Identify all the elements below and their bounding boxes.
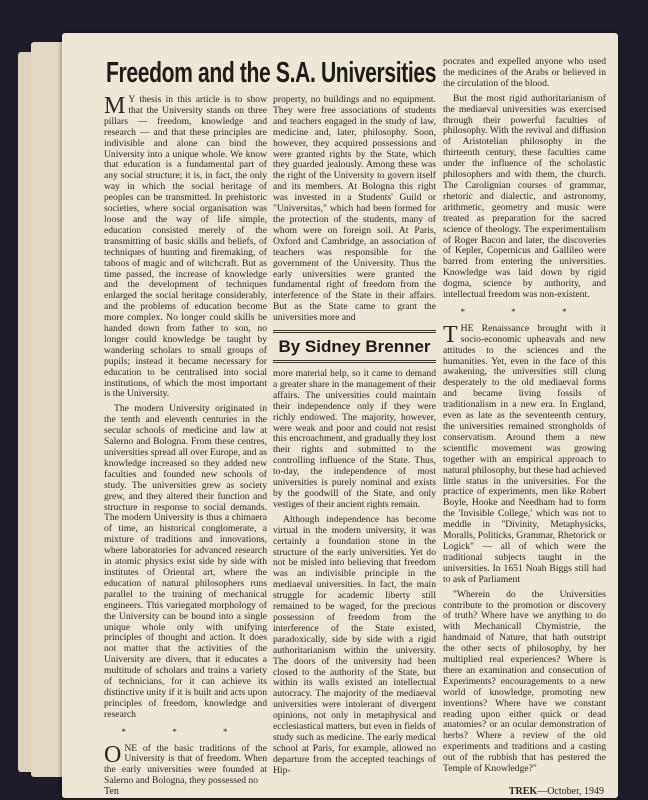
paragraph: But the most rigid authoritarianism of the mediaeval universities was exercised through their powerful faculties of philosophy. With the revival and diffusion of Aristotelian philosophy in the thirteenth century, these faculties came under the influence of the scholastic philosophers and with them, the church. The Carolignian courses of grammar, rhetoric and dialectic, and astronomy, arithmetic, geometry and music were treated as preparation for the sacred science of theology. The experimentalism of Roger Bacon and later, the discoveries of Kepler, Copernicus and Gallileo were barred from entering the universities. Knowledge was laid down by rigid dogma, science by authority, and intellectual freedom was non-existent. bbox=[443, 92, 606, 301]
paragraph bbox=[443, 321, 606, 586]
paragraph: pocrates and expelled anyone who used the medicines of the Arabs or believed in the circulation of the blood. bbox=[443, 56, 606, 89]
paragraph bbox=[104, 741, 267, 788]
paragraph-text: Y thesis in this article is to show that the University stands on three pillars — freedom, knowledge and research — and that these principles are indivisible and alone can bind the University into a unique whole. We know that education is a fundamental part of any social structure; it is, in fact, the only way in which the social heritage of peoples can be transmitted. In prehistoric societies, where social organisation was loose and the way of life simple, education consisted merely of the transmitting of basic skills and beliefs, of techniques of hunting and firemaking, of taboos of magic and of witchcraft. But as time passed, the increase of knowledge and the development of techniques enlarged the social heritage considerably, and the problems of education become more complex. No longer could skills be handed down from father to son, no longer could knowledge be taught by wandering scholars to small groups of pupils; instead it became necessary for education to be centralised into social institutions, of which the most important is the University. bbox=[104, 94, 267, 400]
page-number: Ten bbox=[104, 786, 119, 797]
drop-cap: O bbox=[104, 741, 122, 768]
issue-date: —October, 1949 bbox=[537, 786, 604, 797]
column-2 bbox=[273, 95, 436, 781]
section-divider: * * * bbox=[460, 306, 589, 317]
section-divider: * * * bbox=[121, 726, 250, 737]
paragraph: The modern University originated in the tenth and eleventh centuries in the secular schools of medicine and law at Salerno and Bologna. From these centres, universities spread all over Europe, and as knowledge increased so they added new faculties and founded new schools of study. The universities grew as society grew, and they altered their function and structure in response to social demands. The modern University is thus a chimaera of time, an historical conglomerate, a mixture of traditions and innovations, where laboratories for advanced research in atomic physics exist side by side with institutes of Oriental art, where the education of natural philosophers runs parallel to the training of mechanical engineers. This variegated morphology of the University can be bound into a single unique whole only with unifying principles of thought and action. It does not matter that the activities of the University are divers, that it educates a multitude of scholars and trains a variety of technicians, for it can achieve its distinctive unity if it is built and acts upon principles of freedom, knowledge and research bbox=[104, 403, 267, 720]
drop-cap: T bbox=[443, 321, 458, 348]
column-3 bbox=[443, 57, 606, 779]
column-1 bbox=[104, 95, 267, 791]
publication-footer bbox=[509, 786, 604, 798]
drop-cap: M bbox=[104, 93, 126, 119]
paragraph: Although independence has become virtual in the modern university, it was certainly a foundation stone in the structure of the early universities. Yet do not be misled into believing that freedom was an indivisible principle in the mediaeval universities. In fact, the main struggle for academic liberty still remained to be waged, for the precious possession of freedom from the interference of the State existed, paradoxically, side by side with a rigid authoritarianism within the university. The doors of the university had been closed to the authority of the State, but within its walls existed an intellectual autocracy. The majority of the mediaeval universities were intolerant of divergent opinions, not only in metaphysical and ecclesiastical matters, but even in fields of study such as medicine. The early medical school at Paris, for example, allowed no departure from the accepted teachings of Hip- bbox=[273, 513, 436, 776]
paragraph: more material help, so it came to demand a greater share in the management of their affairs. The universities could maintain their independence only if they were richly endowed. The majority, however, were weak and poor and could not resist this encroachment, and gradually they lost their rights and submitted to the controlling influence of the State. Thus, to-day, the independence of most universities is purely nominal and exists by the goodwill of the State, and only vestiges of their ancient rights remain. bbox=[273, 368, 436, 510]
quotation: "Wherein do the Universities contribute to the promotion or discovery of truth? Where have we anything to do with Mechanicall Chymistrie, the handmaid of Nature, that hath outstript the other sects of philosophy, by her multiplied real experiences? Where is there an examination and consecution of Experiments? encouragements to a new world of knowledge, promoting new inventions? Where have we constant reading upon either quick or dead anatomies? or an ocular demonstration of herbs? Where a review of the old experiments and traditions and a casting out of the rubbish that has pestered the Temple of Knowledge?" bbox=[443, 588, 606, 775]
paragraph bbox=[104, 95, 267, 400]
paragraph-text: HE Renaissance brought with it socio-economic upheavals and new attitudes to the sciences and the humanities. Yet, even in the face of this awakening, the universities still clung desperately to the old mediaeval forms and became living fossils of traditionalism in a new era. In England, even as late as the seventeenth century, the universities remained strongholds of conservatism. Around them a new scientific movement was growing together with an empirical approach to natural philosophy, but these had achieved little status in the universities. For the practice of experiments, men like Robert Boyle, Hooke and Needham had to form the 'Invisible College,' which was not to meddle in "Divinity, Metaphysicks, Moralls, Politicks, Grammar, Rhetorick or Logick" — all of which were the traditional subjects taught in the universities. In 1651 Noah Biggs still had to ask of Parliament bbox=[443, 322, 606, 585]
byline: By Sidney Brenner bbox=[273, 330, 436, 363]
paragraph: property, no buildings and no equipment. They were free associations of students and teachers engaged in the study of law, medicine and, later, philosophy. Soon, however, they acquired possessions and were granted rights by the State, which they guarded jealously. Among these was the right of the University to govern itself and its members. At Bologna this right was invested in a Students' Guild or "Universitas," which had been formed for the protection of the students, many of whom were on foreign soil. At Paris, Oxford and Cambridge, an association of teachers was responsible for the government of the University. Thus the early universities were granted the fundamental right of freedom from the interference of the State in their affairs. But as the State came to grant the universities more and bbox=[273, 94, 436, 324]
paragraph-text: NE of the basic traditions of the University is that of freedom. When the early universities were founded at Salerno and Bologna, they possessed no bbox=[104, 742, 267, 787]
publication-name: TREK bbox=[508, 786, 538, 797]
article-title: Freedom and the S.A. Universities bbox=[106, 57, 437, 89]
